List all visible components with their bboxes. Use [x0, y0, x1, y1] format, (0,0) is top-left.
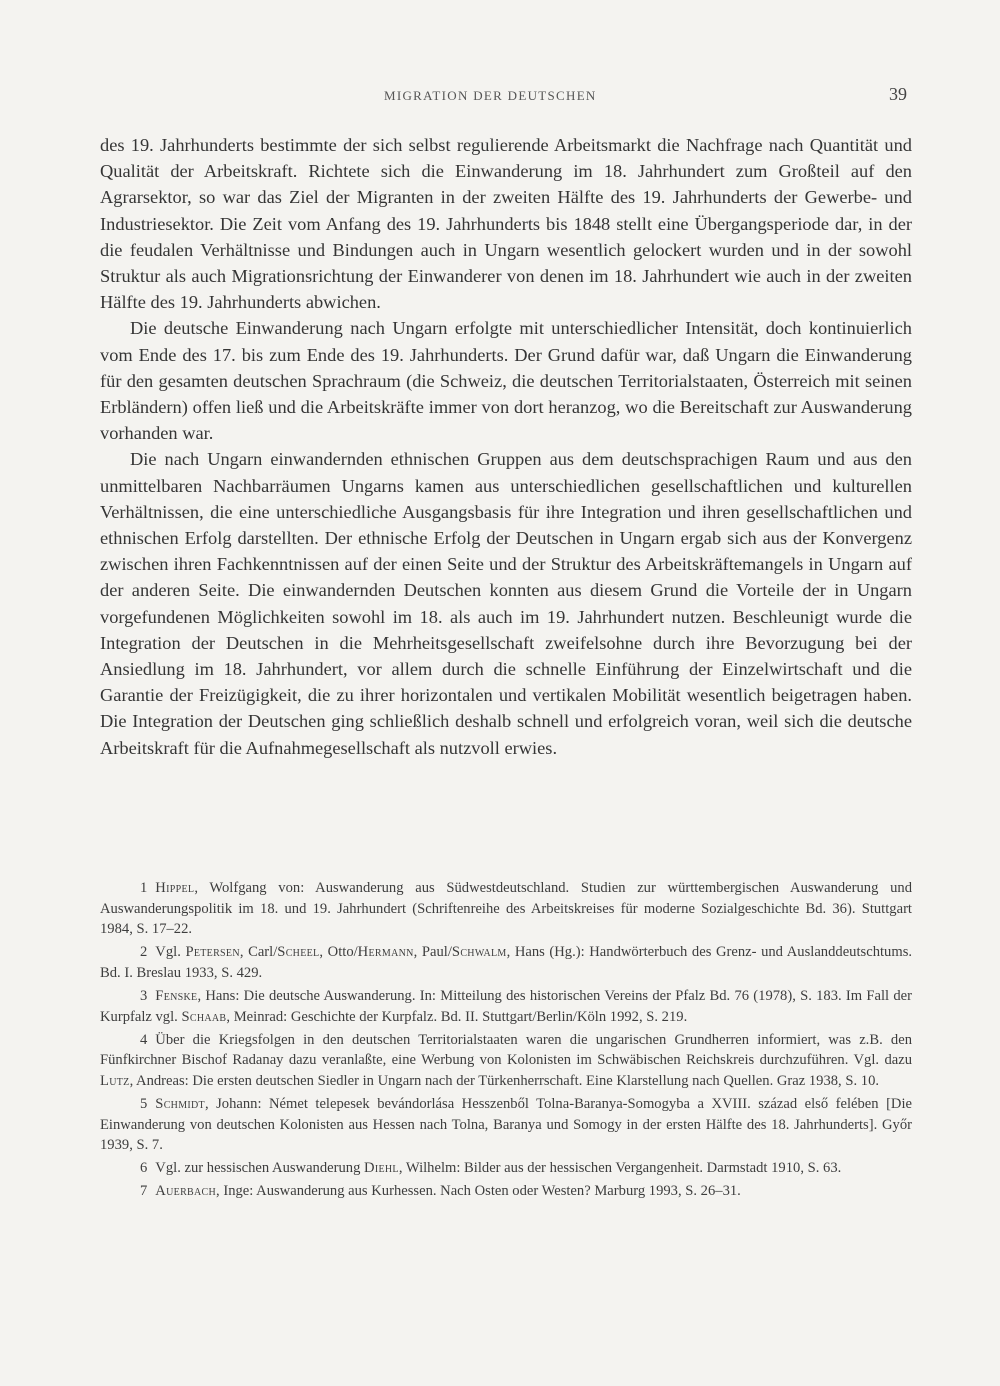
footnote-author: Schmidt [155, 1095, 205, 1112]
footnote [100, 1030, 912, 1092]
paragraph: Die nach Ungarn einwandernden ethnischen Gruppen aus dem deutschsprachigen Raum und aus den unmittelbaren Nachbarräumen Ungarns kamen aus unterschiedlichen gesellschaftlichen und kulturellen Verhältnissen, die eine unterschiedliche Ausgangsbasis für ihre Integration und ihren gesellschaftlichen und ethnischen Erfolg darstellten. Der ethnische Erfolg der Deutschen in Ungarn ergab sich aus der Konvergenz zwischen ihren Fachkenntnissen auf der einen Seite und der Struktur des Arbeitskräftemangels in Ungarn auf der anderen Seite. Die einwandernden Deutschen konnten aus diesem Grund die Vorteile der in Ungarn vorgefundenen Möglichkeiten sowohl im 18. als auch im 19. Jahrhundert nutzen. Beschleunigt wurde die Integration der Deutschen in die Mehrheitsgesellschaft zweifelsohne durch ihre Bevorzugung bei der Ansiedlung im 18. Jahrhundert, vor allem durch die schnelle Einführung der Einzelwirtschaft und die Garantie der Freizügigkeit, die zu ihrer horizontalen und vertikalen Mobilität wesentlich beigetragen haben. Die Integration der Deutschen ging schließlich deshalb schnell und erfolgreich voran, weil sich die deutsche Arbeitskraft für die Aufnahmegesellschaft als nutzvoll erwies. [100, 449, 912, 758]
footnote [100, 942, 912, 983]
footnote-author: Auerbach [155, 1183, 217, 1200]
footnote-text: Vgl. zur hessischen Auswanderung [155, 1160, 365, 1177]
footnote-number: 6 [140, 1160, 148, 1177]
footnote-author: Hermann [357, 944, 414, 961]
footnote-number: 4 [140, 1031, 148, 1048]
footnote-author: Schwalm [451, 944, 507, 961]
footnote-author: Fenske [155, 987, 198, 1004]
footnote-text: , Otto/ [319, 944, 358, 961]
footnote-number: 7 [140, 1183, 148, 1200]
footnote-author: Lutz [100, 1072, 130, 1089]
footnote [100, 1158, 912, 1179]
footnote-number: 3 [140, 987, 148, 1004]
main-text [100, 132, 912, 761]
footnote-number: 1 [140, 880, 148, 896]
paragraph: des 19. Jahrhunderts bestimmte der sich selbst regulierende Arbeitsmarkt die Nachfrage nach Quantität und Qualität der Arbeitskraft. Richtete sich die Einwanderung im 18. Jahrhundert zum Großteil auf den Agrarsektor, so war das Ziel der Migranten in der zweiten Hälfte des 19. Jahrhunderts der Gewerbe- und Industriesektor. Die Zeit vom Anfang des 19. Jahrhunderts bis 1848 stellt eine Übergangsperiode dar, in der die feudalen Verhältnisse und Bindungen auch in Ungarn wesentlich gelockert wurden und in der sowohl Struktur als auch Migrationsrichtung der Einwanderer von denen im 18. Jahrhundert wie auch in der zweiten Hälfte des 19. Jahrhunderts abwichen. [100, 135, 912, 313]
footnote-text: , Andreas: Die ersten deutschen Siedler in Ungarn nach der Türkenherrschaft. Eine Klarstellung nach Quellen. Graz 1938, S. 10. [129, 1072, 880, 1089]
footnote [100, 986, 912, 1027]
footnote-text: , Carl/ [239, 944, 278, 961]
footnotes [100, 878, 912, 1204]
footnote [100, 1181, 912, 1202]
footnote [100, 878, 912, 940]
footnote-author: Schaab [181, 1008, 227, 1025]
footnote-number: 2 [140, 944, 148, 961]
footnote-text: , Hans (Hg.): Handwörterbuch des Grenz- und Auslanddeutschtums. Bd. I. Breslau 1933, S. 429. [100, 944, 913, 981]
footnote-text: , Hans: Die deutsche Auswanderung. In: Mitteilung des historischen Vereins der Pfalz Bd. 76 (1978), S. 183. Im Fall der Kurpfalz vgl. [100, 987, 912, 1025]
footnote-text: Vgl. [155, 944, 186, 961]
page-number: 39 [889, 84, 907, 104]
footnote-text: , Meinrad: Geschichte der Kurpfalz. Bd. II. Stuttgart/Berlin/Köln 1992, S. 219. [226, 1008, 688, 1025]
footnote-author: Diehl [364, 1160, 399, 1177]
footnote-text: Über die Kriegsfolgen in den deutschen Territorialstaaten waren die ungarischen Grundherren informiert, was z.B. den Fünfkirchner Bischof Radanay dazu veranlaßte, eine Werbung von Kolonisten im Schwäbischen Reichskreis durchzuführen. Vgl. dazu [100, 1031, 912, 1069]
footnote-text: , Inge: Auswanderung aus Kurhessen. Nach Osten oder Westen? Marburg 1993, S. 26–31. [216, 1183, 741, 1200]
footnote-author: Hippel [155, 880, 195, 896]
running-head [0, 86, 1000, 108]
footnote [100, 1094, 912, 1156]
footnote-text: , Johann: Német telepesek bevándorlása Hesszenből Tolna-Baranya-Somogyba a XVIII. század első felében [Die Einwanderung von deutschen Kolonisten aus Hessen nach Tolna, Baranya und Somogy in der ersten Hälfte des 18. Jahrhunderts]. Győr 1939, S. 7. [100, 1095, 912, 1154]
paragraph: Die deutsche Einwanderung nach Ungarn erfolgte mit unterschiedlicher Intensität, doch kontinuierlich vom Ende des 17. bis zum Ende des 19. Jahrhunderts. Der Grund dafür war, daß Ungarn die Einwanderung für den gesamten deutschen Sprachraum (die Schweiz, die deutschen Territorialstaaten, Österreich mit seinen Erbländern) offen ließ und die Arbeitskräfte immer von dort heranzog, wo die Bereitschaft zur Auswanderung vorhanden war. [100, 318, 912, 444]
footnote-number: 5 [140, 1095, 148, 1112]
footnote-text: , Wolfgang von: Auswanderung aus Südwestdeutschland. Studien zur württembergischen Auswanderung und Auswanderungspolitik im 18. und 19. Jahrhundert (Schriftenreihe des Arbeitskreises für moderne Sozialgeschichte Bd. 36). Stuttgart 1984, S. 17–22. [100, 880, 912, 938]
running-head-title: MIGRATION DER DEUTSCHEN [384, 88, 597, 103]
footnote-text: , Wilhelm: Bilder aus der hessischen Vergangenheit. Darmstadt 1910, S. 63. [398, 1160, 842, 1177]
footnote-author: Petersen [185, 944, 240, 961]
footnote-author: Scheel [277, 944, 320, 961]
footnote-text: , Paul/ [413, 944, 452, 961]
